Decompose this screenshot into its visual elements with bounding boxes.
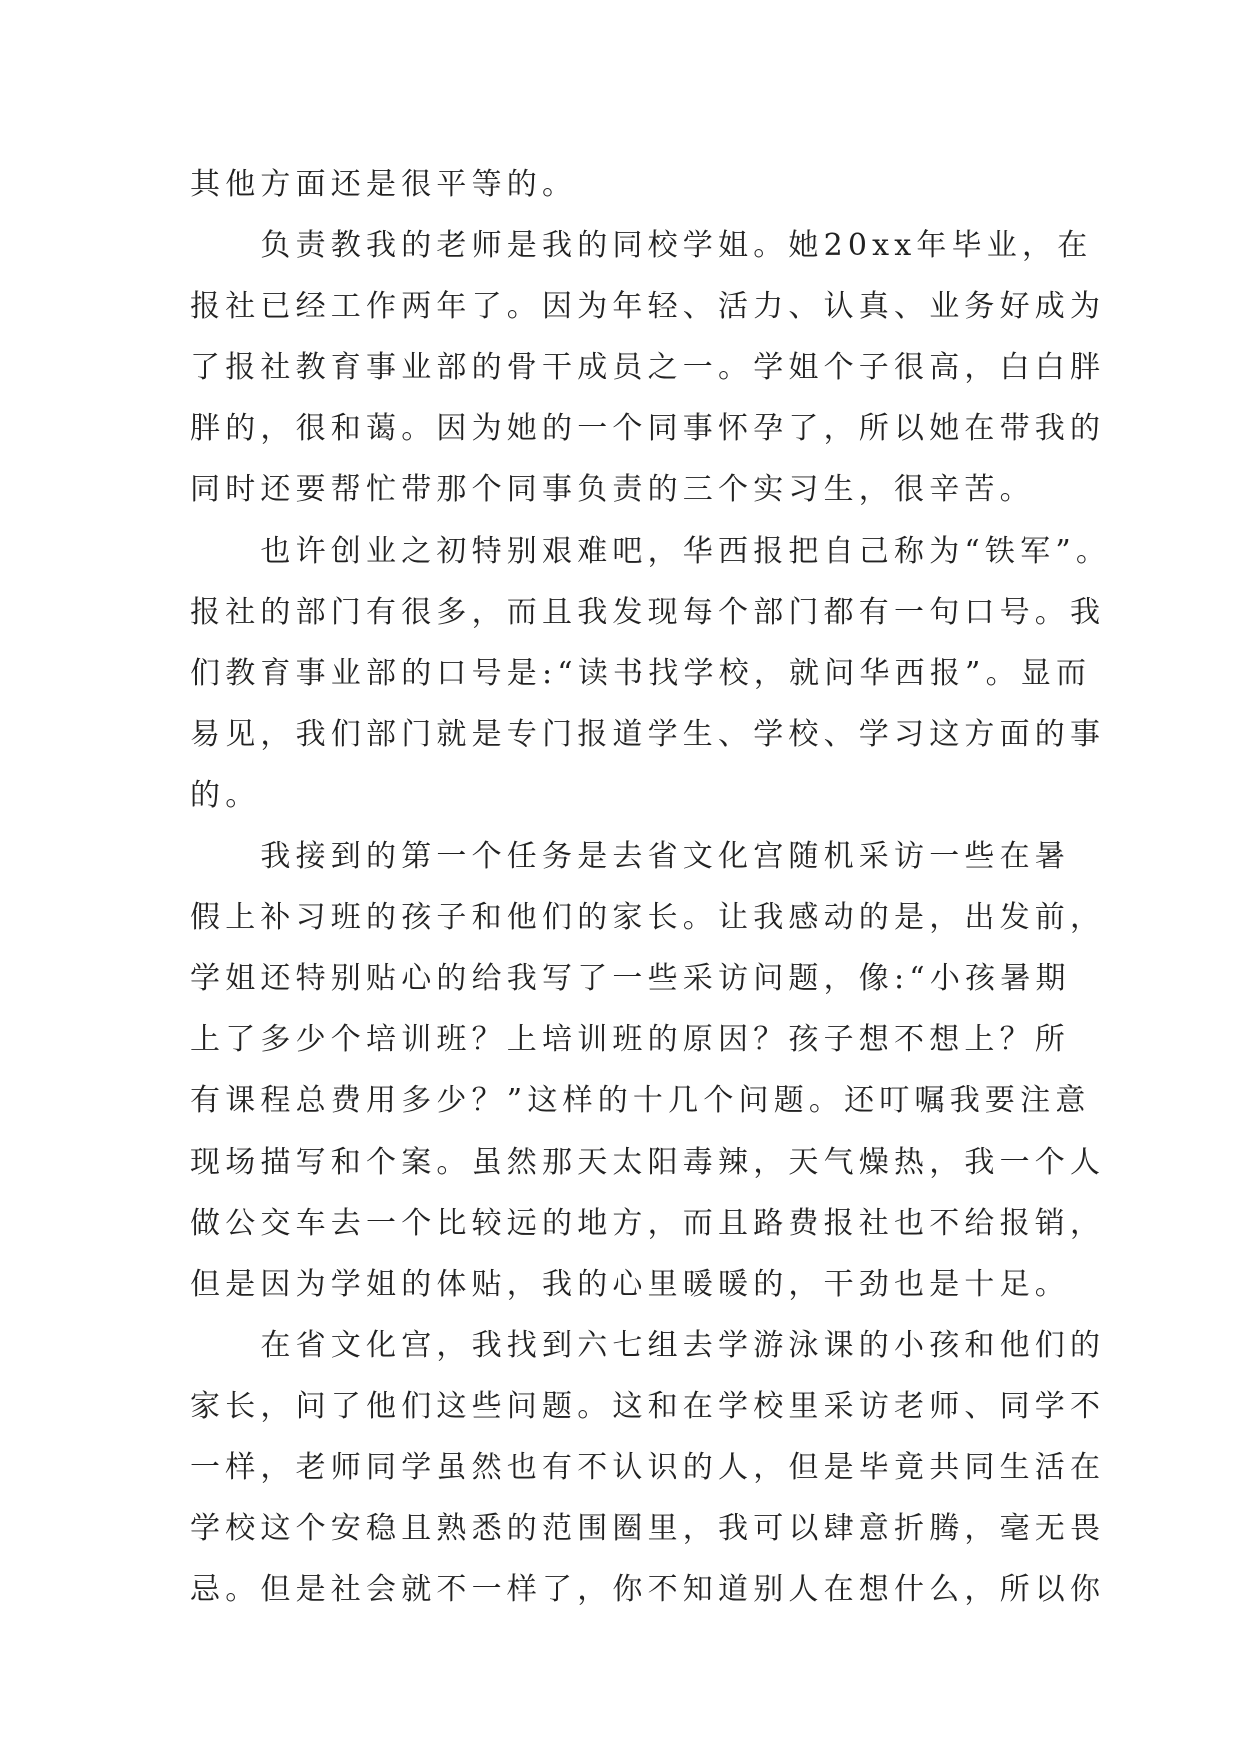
text-line: 了报社教育事业部的骨干成员之一。学姐个子很高，白白胖 [190, 350, 1106, 386]
text-line: 也许创业之初特别艰难吧，华西报把自己称为“铁军”。 [190, 533, 1112, 569]
text-line: 上了多少个培训班？上培训班的原因？孩子想不想上？所 [190, 1022, 1070, 1058]
text-line: 同时还要帮忙带那个同事负责的三个实习生，很辛苦。 [190, 472, 1035, 508]
text-line: 其他方面还是很平等的。 [190, 167, 578, 202]
text-line: 报社已经工作两年了。因为年轻、活力、认真、业务好成为 [190, 289, 1106, 325]
text-line: 假上补习班的孩子和他们的家长。让我感动的是，出发前， [190, 900, 1106, 936]
text-line: 易见，我们部门就是专门报道学生、学校、学习这方面的事 [190, 716, 1106, 752]
body-text [190, 154, 1112, 1620]
text-line: 在省文化宫，我找到六七组去学游泳课的小孩和他们的 [190, 1327, 1106, 1363]
text-line: 学校这个安稳且熟悉的范围圈里，我可以肆意折腾，毫无畏 [190, 1511, 1106, 1547]
text-line: 但是因为学姐的体贴，我的心里暖暖的，干劲也是十足。 [190, 1266, 1070, 1302]
text-line: 报社的部门有很多，而且我发现每个部门都有一句口号。我 [190, 594, 1106, 630]
text-line: 家长，问了他们这些问题。这和在学校里采访老师、同学不 [190, 1388, 1106, 1424]
text-line: 忌。但是社会就不一样了，你不知道别人在想什么，所以你 [190, 1572, 1106, 1608]
text-line: 现场描写和个案。虽然那天太阳毒辣，天气燥热，我一个人 [190, 1144, 1106, 1180]
text-line: 胖的，很和蔼。因为她的一个同事怀孕了，所以她在带我的 [190, 411, 1106, 447]
text-line: 一样，老师同学虽然也有不认识的人，但是毕竟共同生活在 [190, 1449, 1106, 1485]
text-line: 有课程总费用多少？”这样的十几个问题。还叮嘱我要注意 [190, 1083, 1091, 1119]
text-line: 的。 [190, 777, 261, 813]
text-line: 我接到的第一个任务是去省文化宫随机采访一些在暑 [190, 839, 1070, 875]
text-line: 们教育事业部的口号是:“读书找学校，就问华西报”。显而 [190, 655, 1092, 691]
text-line: 负责教我的老师是我的同校学姐。她20xx年毕业，在 [190, 228, 1093, 264]
text-line: 学姐还特别贴心的给我写了一些采访问题，像:“小孩暑期 [190, 961, 1071, 997]
text-line: 做公交车去一个比较远的地方，而且路费报社也不给报销， [190, 1205, 1106, 1241]
